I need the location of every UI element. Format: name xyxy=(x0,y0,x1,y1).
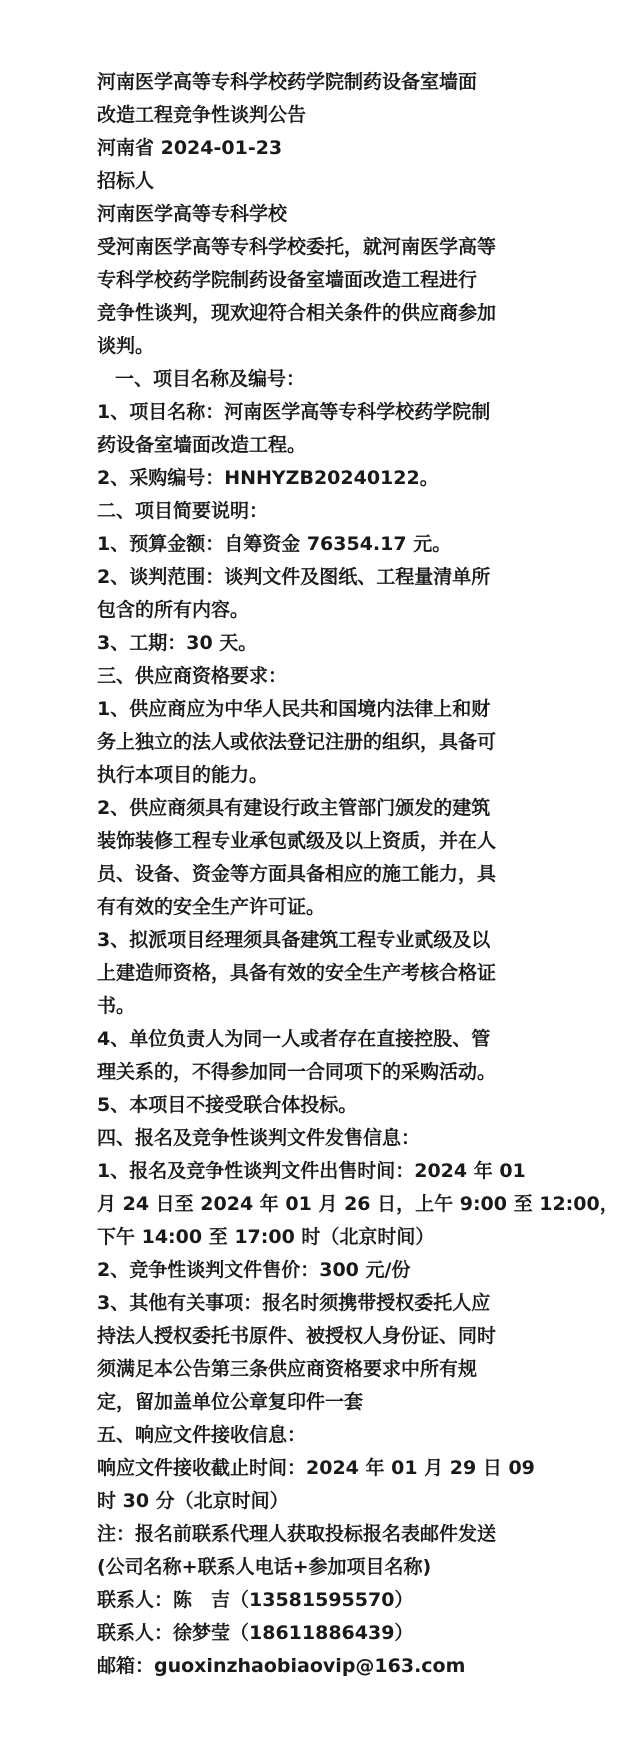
note-line-2: (公司名称+联系人电话+参加项目名称) xyxy=(97,1556,432,1578)
qualification-2-line-4: 有有效的安全生产许可证。 xyxy=(97,896,326,918)
qualification-5: 5、本项目不接受联合体投标。 xyxy=(97,1094,358,1116)
location-date: 河南省 2024-01-23 xyxy=(97,137,283,159)
qualification-3-line-1: 3、拟派项目经理须具备建筑工程专业贰级及以 xyxy=(97,929,491,951)
qualification-4-line-1: 4、单位负责人为同一人或者存在直接控股、管 xyxy=(97,1028,491,1050)
intro-line-4: 谈判。 xyxy=(97,335,155,357)
other-matters-line-2: 持法人授权委托书原件、被授权人身份证、同时 xyxy=(97,1325,497,1347)
tenderer-name: 河南医学高等专科学校 xyxy=(97,203,288,225)
project-name-line-1: 1、项目名称：河南医学高等专科学校药学院制 xyxy=(97,401,491,423)
qualification-3-line-2: 上建造师资格，具备有效的安全生产考核合格证 xyxy=(97,962,497,984)
note-line-1: 注：报名前联系代理人获取投标报名表邮件发送 xyxy=(97,1523,497,1545)
document-price: 2、竞争性谈判文件售价：300 元/份 xyxy=(97,1259,411,1281)
title-line-2: 改造工程竞争性谈判公告 xyxy=(97,104,307,126)
qualification-1-line-2: 务上独立的法人或依法登记注册的组织，具备可 xyxy=(97,731,497,753)
qualification-3-line-3: 书。 xyxy=(97,995,136,1017)
intro-line-3: 竞争性谈判，现欢迎符合相关条件的供应商参加 xyxy=(97,302,497,324)
section-5-heading: 五、响应文件接收信息： xyxy=(97,1424,307,1446)
project-name-line-2: 药设备室墙面改造工程。 xyxy=(97,434,307,456)
scope-line-1: 2、谈判范围：谈判文件及图纸、工程量清单所 xyxy=(97,566,491,588)
qualification-2-line-3: 员、设备、资金等方面具备相应的施工能力，具 xyxy=(97,863,497,885)
section-2-heading: 二、项目简要说明： xyxy=(97,500,269,522)
contact-1: 联系人：陈 吉（13581595570） xyxy=(97,1589,414,1611)
section-4-heading: 四、报名及竞争性谈判文件发售信息： xyxy=(97,1127,421,1149)
sale-time-line-2: 月 24 日至 2024 年 01 月 26 日，上午 9:00 至 12:00， xyxy=(97,1193,619,1215)
deadline-line-1: 响应文件接收截止时间：2024 年 01 月 29 日 09 xyxy=(97,1457,535,1479)
procurement-number: 2、采购编号：HNHYZB20240122。 xyxy=(97,467,439,489)
qualification-1-line-3: 执行本项目的能力。 xyxy=(97,764,269,786)
intro-line-1: 受河南医学高等专科学校委托，就河南医学高等 xyxy=(97,236,497,258)
email: 邮箱：guoxinzhaobiaovip@163.com xyxy=(97,1655,466,1677)
tenderer-label: 招标人 xyxy=(97,170,155,192)
qualification-2-line-1: 2、供应商须具有建设行政主管部门颁发的建筑 xyxy=(97,797,491,819)
budget-amount: 1、预算金额：自筹资金 76354.17 元。 xyxy=(97,533,452,555)
sale-time-line-3: 下午 14:00 至 17:00 时（北京时间） xyxy=(97,1226,435,1248)
qualification-1-line-1: 1、供应商应为中华人民共和国境内法律上和财 xyxy=(97,698,491,720)
qualification-4-line-2: 理关系的，不得参加同一合同项下的采购活动。 xyxy=(97,1061,497,1083)
scope-line-2: 包含的所有内容。 xyxy=(97,599,250,621)
duration: 3、工期：30 天。 xyxy=(97,632,258,654)
section-1-heading: 一、项目名称及编号： xyxy=(115,368,306,390)
section-3-heading: 三、供应商资格要求： xyxy=(97,665,288,687)
qualification-2-line-2: 装饰装修工程专业承包贰级及以上资质，并在人 xyxy=(97,830,497,852)
intro-line-2: 专科学校药学院制药设备室墙面改造工程进行 xyxy=(97,269,478,291)
other-matters-line-3: 须满足本公告第三条供应商资格要求中所有规 xyxy=(97,1358,478,1380)
title-line-1: 河南医学高等专科学校药学院制药设备室墙面 xyxy=(97,71,478,93)
other-matters-line-4: 定，留加盖单位公章复印件一套 xyxy=(97,1391,364,1413)
contact-2: 联系人：徐梦莹（18611886439） xyxy=(97,1622,414,1644)
other-matters-line-1: 3、其他有关事项：报名时须携带授权委托人应 xyxy=(97,1292,491,1314)
sale-time-line-1: 1、报名及竞争性谈判文件出售时间：2024 年 01 xyxy=(97,1160,526,1182)
deadline-line-2: 时 30 分（北京时间） xyxy=(97,1490,289,1512)
